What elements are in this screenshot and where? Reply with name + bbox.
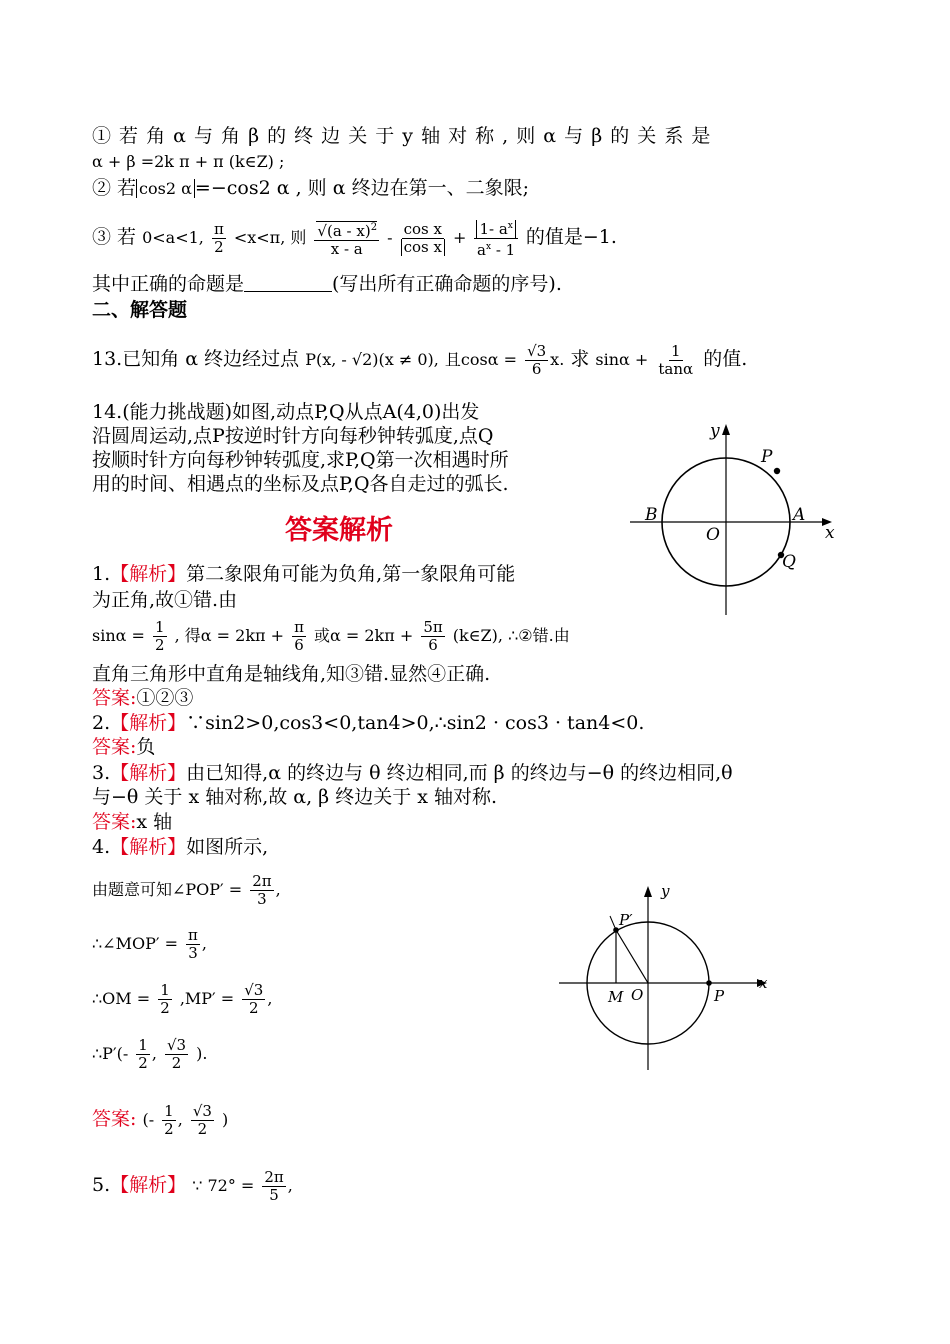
fig1-x-label: x bbox=[825, 523, 835, 543]
a1-line-4: 直角三角形中直角是轴线角,知③错.显然④正确. bbox=[92, 663, 491, 685]
a1-line-2: 为正角,故①错.由 bbox=[92, 589, 238, 611]
a1-frac-5pi6: $\frac{5\pi}{6}$ bbox=[423, 617, 443, 654]
p12-2-abs: cos2 α bbox=[136, 179, 195, 198]
a4-step-3: ∴OM = $\frac{1}{2}$ ,MP′ = $\frac{√3}{2}$ , bbox=[92, 980, 273, 1017]
p12-question: 其中正确的命题是 (写出所有正确命题的序号). bbox=[92, 273, 562, 295]
a4-step-1: 由题意可知∠POP′ = $\frac{2\pi}{3}$ , bbox=[92, 871, 281, 908]
p14-line-4: 用的时间、相遇点的坐标及点P,Q各自走过的弧长. bbox=[92, 473, 509, 495]
fig1-a-label: A bbox=[793, 505, 806, 525]
a5-frac: $\frac{2\pi}{5}$ bbox=[264, 1167, 284, 1204]
a4-coord-y: $\frac{√3}{2}$ bbox=[166, 1035, 187, 1072]
p14-line-1: 14.(能力挑战题)如图,动点P,Q从点A(4,0)出发 bbox=[92, 401, 480, 423]
p12-3-frac3: $\frac{1- a^x}{a^x - 1}$ bbox=[474, 218, 517, 259]
a3-line-2: 与−θ 关于 x 轴对称,故 α, β 终边关于 x 轴对称. bbox=[92, 786, 498, 808]
a4-line-1: 4.【解析】如图所示, bbox=[92, 836, 269, 858]
section-heading: 二、解答题 bbox=[92, 299, 188, 321]
a5-line: 5.【解析】 ∵ 72° = $\frac{2\pi}{5}$ , bbox=[92, 1167, 293, 1204]
p14-line-2: 沿圆周运动,点P按逆时针方向每秒钟转弧度,点Q bbox=[92, 425, 494, 447]
p12-3-range: <x<π, 则 bbox=[233, 228, 307, 247]
a4-ans-y: $\frac{√3}{2}$ bbox=[192, 1101, 212, 1138]
a1-answer: 答案:①②③ bbox=[92, 687, 194, 709]
p12-statement-1: ① 若 角 α 与 角 β 的 终 边 关 于 y 轴 对 称 , 则 α 与 β 的 关 系 是 bbox=[92, 125, 712, 147]
fig2-pprime-label: P′ bbox=[619, 911, 633, 929]
fig2-m-label: M bbox=[608, 988, 624, 1006]
p12-2-pre: ② 若 bbox=[92, 177, 137, 199]
p12-statement-1-cont: α + β =2k π + π (k∈Z) ; bbox=[92, 152, 285, 171]
a4-step-2: ∴∠MOP′ = $\frac{\pi}{3}$ , bbox=[92, 925, 207, 962]
fig2-y-label: y bbox=[661, 882, 670, 900]
a4-ans-x: $\frac{1}{2}$ bbox=[164, 1101, 174, 1138]
p12-3-cond: 0<a<1, bbox=[142, 228, 204, 247]
a1-frac-half: $\frac{1}{2}$ bbox=[154, 617, 165, 654]
p13-frac: $\frac{√3}{6}$ bbox=[527, 341, 547, 378]
p12-3-frac1: $\frac{√(a - x)^2}{x - a}$ bbox=[314, 219, 379, 258]
p12-3-pre: ③ 若 bbox=[92, 226, 137, 248]
fig1-p-label: P bbox=[761, 447, 773, 467]
a4-frac-2pi3: $\frac{2\pi}{3}$ bbox=[252, 871, 272, 908]
a4-frac-sqrt3-2: $\frac{√3}{2}$ bbox=[244, 980, 264, 1017]
p12-statement-3: ③ 若 0<a<1, $\frac{\pi}{2}$ <x<π, 则 $\frac{√(a - x)^2}{x - a}$ - $\frac{\text{cos x}}{\text{cos x}}$ + $\frac{1- a^x}{a^x - 1}$ 的值是−1. bbox=[92, 219, 617, 259]
p13: 13.已知角 α 终边经过点 P(x, - √2)(x ≠ 0), 且cosα = $\frac{√3}{6}$ x. 求 sinα + $\frac{1}{\tan\alpha}$ 的值. bbox=[92, 341, 748, 378]
fig1-q-label: Q bbox=[782, 552, 796, 572]
fig2-p-label: P bbox=[714, 987, 725, 1005]
a2-line: 2.【解析】∵sin2>0,cos3<0,tan4>0,∴sin2 · cos3 · tan4<0. bbox=[92, 712, 645, 734]
a2-answer: 答案:负 bbox=[92, 736, 156, 758]
fig1-o-label: O bbox=[706, 525, 720, 545]
fig2-o-label: O bbox=[631, 986, 644, 1004]
p14-line-3: 按顺时针方向每秒钟转弧度,求P,Q第一次相遇时所 bbox=[92, 449, 509, 471]
figure-unit-circle-pprime bbox=[555, 880, 775, 1075]
fig2-x-label: x bbox=[759, 974, 768, 992]
a3-line-1: 3.【解析】由已知得,α 的终边与 θ 终边相同,而 β 的终边与−θ 的终边相同,θ bbox=[92, 762, 733, 784]
fig1-y-label: y bbox=[710, 421, 720, 441]
a1-line-3: sinα = $\frac{1}{2}$ , 得α = 2kπ + $\frac{\pi}{6}$ 或α = 2kπ + $\frac{5\pi}{6}$ (k∈Z), ∴②错.由 bbox=[92, 617, 570, 654]
p12-2-post: =−cos2 α , 则 α 终边在第一、二象限; bbox=[194, 177, 529, 199]
answers-title: 答案解析 bbox=[285, 515, 393, 546]
p12-3-tail: 的值是−1. bbox=[525, 226, 617, 248]
p12-3-pi-half: $\frac{\pi}{2}$ bbox=[213, 219, 224, 256]
p12-statement-2 bbox=[92, 176, 529, 201]
fig1-b-label: B bbox=[645, 505, 658, 525]
p12-3-frac2: $\frac{\text{cos x}}{\text{cos x}}$ bbox=[401, 221, 445, 256]
figure-unit-circle-pq bbox=[620, 410, 840, 620]
a4-frac-half: $\frac{1}{2}$ bbox=[160, 980, 170, 1017]
answer-blank bbox=[244, 273, 332, 292]
a4-frac-pi3: $\frac{\pi}{3}$ bbox=[188, 925, 198, 962]
a4-answer: 答案: (- $\frac{1}{2}$ , $\frac{√3}{2}$ ) bbox=[92, 1101, 229, 1138]
a1-line-1: 1.【解析】第二象限角可能为负角,第一象限角可能 bbox=[92, 563, 516, 585]
a4-step-4: ∴P′(- $\frac{1}{2}$ , $\frac{√3}{2}$ ). bbox=[92, 1035, 208, 1072]
p13-frac2: $\frac{1}{\tan\alpha}$ bbox=[658, 341, 694, 378]
a3-answer: 答案:x 轴 bbox=[92, 811, 173, 833]
a4-coord-x: $\frac{1}{2}$ bbox=[138, 1035, 148, 1072]
a1-frac-pi6: $\frac{\pi}{6}$ bbox=[294, 617, 304, 654]
